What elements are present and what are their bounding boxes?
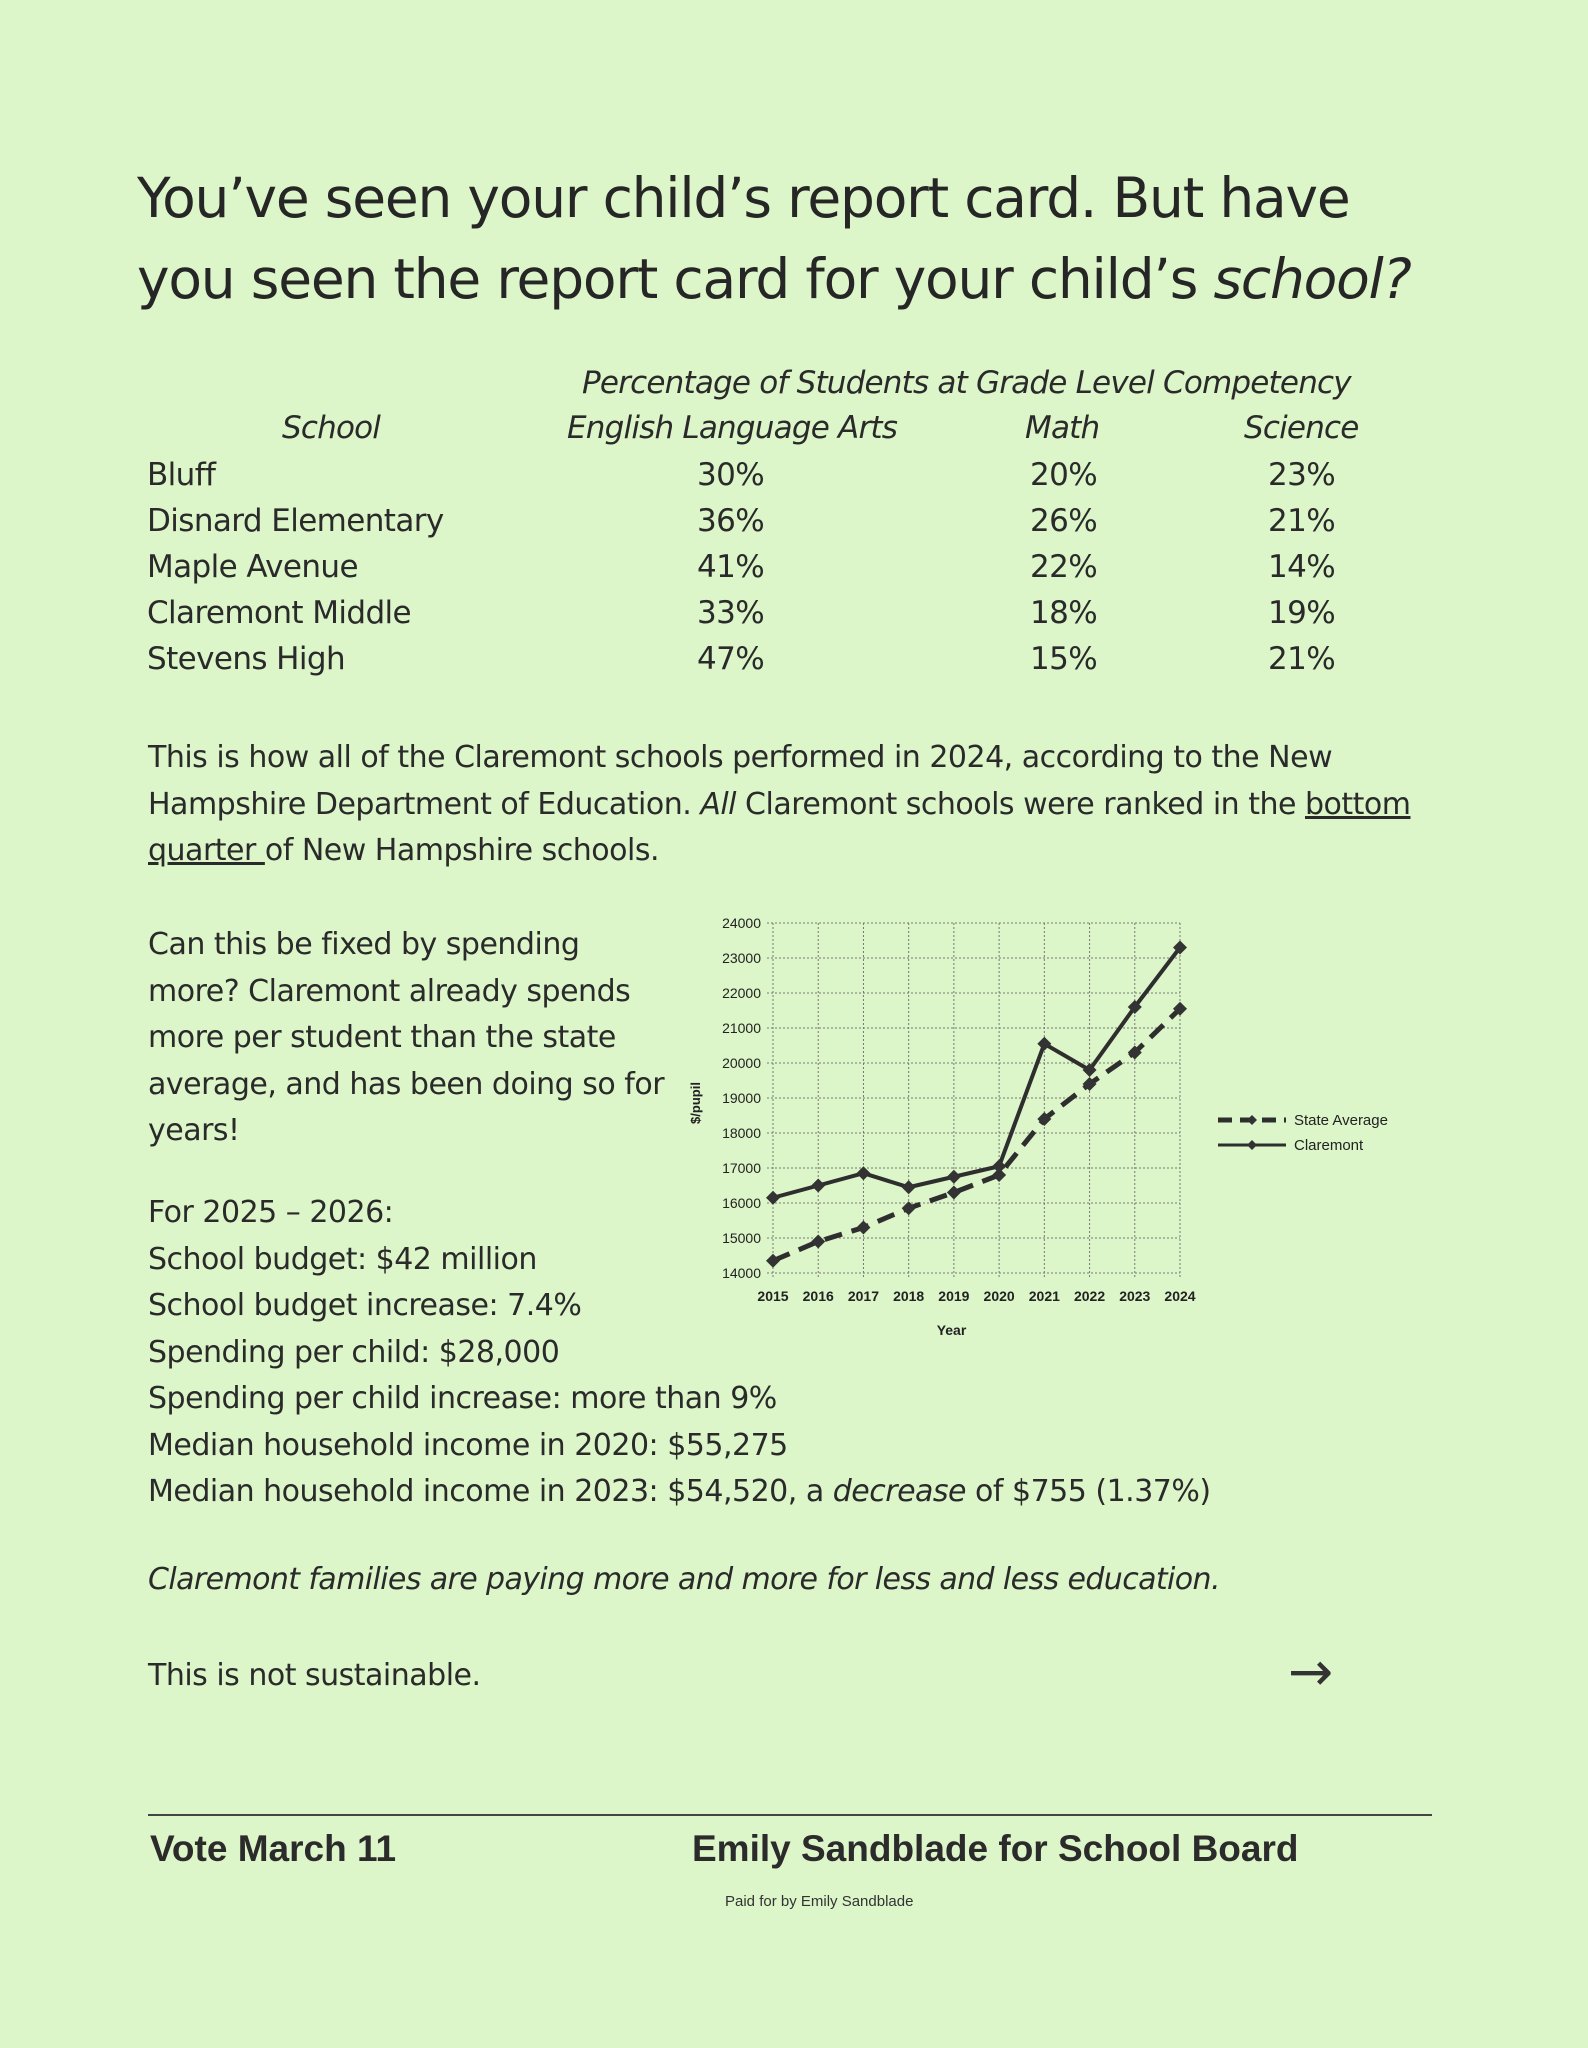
school-name: Bluff <box>147 457 216 493</box>
data-point-marker <box>947 1170 961 1184</box>
stat-line: Spending per child increase: more than 9% <box>148 1381 777 1416</box>
x-tick-label: 2018 <box>893 1288 925 1304</box>
school-name: Stevens High <box>147 641 346 677</box>
stat-line: School budget increase: 7.4% <box>148 1288 582 1323</box>
school-name: Claremont Middle <box>147 595 412 631</box>
table-row <box>0 549 1588 595</box>
x-tick-label: 2022 <box>1073 1288 1106 1304</box>
school-name: Maple Avenue <box>147 549 358 585</box>
stat-line: Median household income in 2023: $54,520, a decrease of $755 (1.37%) <box>148 1474 1211 1509</box>
science-value: 21% <box>1268 503 1336 539</box>
math-value: 26% <box>1030 503 1098 539</box>
legend-label: Claremont <box>1294 1137 1364 1154</box>
stat-line: School budget: $42 million <box>148 1241 537 1277</box>
table-caption: Percentage of Students at Grade Level Competency <box>582 365 1351 401</box>
headline-emphasis: school? <box>1213 247 1411 311</box>
legend-label: State Average <box>1294 1112 1388 1129</box>
ela-value: 36% <box>697 503 765 539</box>
y-tick-label: 15000 <box>722 1230 761 1246</box>
column-header-school: School <box>282 410 381 446</box>
legend-marker <box>1247 1140 1257 1150</box>
data-point-marker <box>992 1159 1006 1173</box>
column-header-ela: English Language Arts <box>567 410 898 446</box>
ela-value: 41% <box>697 549 765 585</box>
column-header-science: Science <box>1244 410 1359 446</box>
y-tick-label: 21000 <box>722 1020 761 1036</box>
underlined-bottom-quarter: bottom quarter <box>148 786 1411 868</box>
y-tick-label: 14000 <box>722 1265 761 1281</box>
math-value: 20% <box>1030 457 1098 493</box>
competency-table <box>0 457 1588 687</box>
stat-line: Spending per child: $28,000 <box>148 1334 560 1370</box>
candidate-slogan: Emily Sandblade for School Board <box>692 1828 1299 1869</box>
paid-for-disclaimer: Paid for by Emily Sandblade <box>725 1893 914 1910</box>
science-value: 14% <box>1268 549 1336 585</box>
table-row <box>0 595 1588 641</box>
budget-stats <box>148 1190 1211 1516</box>
y-tick-label: 16000 <box>722 1195 761 1211</box>
ela-value: 47% <box>697 641 765 677</box>
vote-date: Vote March 11 <box>150 1828 397 1869</box>
stats-heading: For 2025 – 2026: <box>148 1195 394 1230</box>
x-tick-label: 2024 <box>1164 1288 1196 1304</box>
math-value: 18% <box>1030 595 1098 631</box>
math-value: 22% <box>1030 549 1098 585</box>
not-sustainable-text: This is not sustainable. <box>148 1658 481 1693</box>
x-tick-label: 2023 <box>1119 1288 1151 1304</box>
x-tick-label: 2015 <box>757 1288 789 1304</box>
science-value: 23% <box>1268 457 1336 493</box>
series-line-claremont <box>773 948 1180 1198</box>
y-axis-label: $/pupil <box>688 1082 703 1124</box>
ela-value: 33% <box>697 595 765 631</box>
stat-line: Median household income in 2020: $55,275 <box>148 1427 788 1463</box>
school-name: Disnard Elementary <box>147 503 444 539</box>
table-row <box>0 457 1588 503</box>
x-tick-label: 2021 <box>1028 1288 1060 1304</box>
spending-question: Can this be fixed by spending more? Claremont already spends more per student than the state average, and has been doing so for years! <box>148 927 665 1148</box>
summary-paragraph: This is how all of the Claremont schools performed in 2024, according to the New Hampshire Department of Education. All Claremont schools were ranked in the bottom quarter of New Hampshire schools. <box>148 740 1411 868</box>
ela-value: 30% <box>697 457 765 493</box>
column-header-math: Math <box>1025 410 1100 446</box>
headline-line-2: you seen the report card for your child’s school? <box>137 247 1411 311</box>
y-tick-label: 23000 <box>722 950 761 966</box>
arrow-right-icon: → <box>1288 1640 1334 1703</box>
y-tick-label: 24000 <box>722 915 761 931</box>
headline-line-1: You’ve seen your child’s report card. But have <box>137 166 1350 230</box>
x-axis-label: Year <box>936 1322 967 1338</box>
y-tick-label: 20000 <box>722 1055 761 1071</box>
headline <box>137 158 1411 320</box>
legend-marker <box>1247 1115 1257 1125</box>
y-tick-label: 22000 <box>722 985 761 1001</box>
y-tick-label: 17000 <box>722 1160 761 1176</box>
science-value: 21% <box>1268 641 1336 677</box>
math-value: 15% <box>1030 641 1098 677</box>
y-tick-label: 19000 <box>722 1090 761 1106</box>
science-value: 19% <box>1268 595 1336 631</box>
x-tick-label: 2019 <box>938 1288 970 1304</box>
y-tick-label: 18000 <box>722 1125 761 1141</box>
table-row <box>0 503 1588 549</box>
x-tick-label: 2016 <box>802 1288 834 1304</box>
x-tick-label: 2017 <box>847 1288 880 1304</box>
emphasis-all: All <box>700 786 737 822</box>
table-row <box>0 641 1588 687</box>
closing-statement: Claremont families are paying more and more for less and less education. <box>148 1562 1220 1597</box>
footer-divider <box>148 1814 1432 1816</box>
x-tick-label: 2020 <box>983 1288 1015 1304</box>
